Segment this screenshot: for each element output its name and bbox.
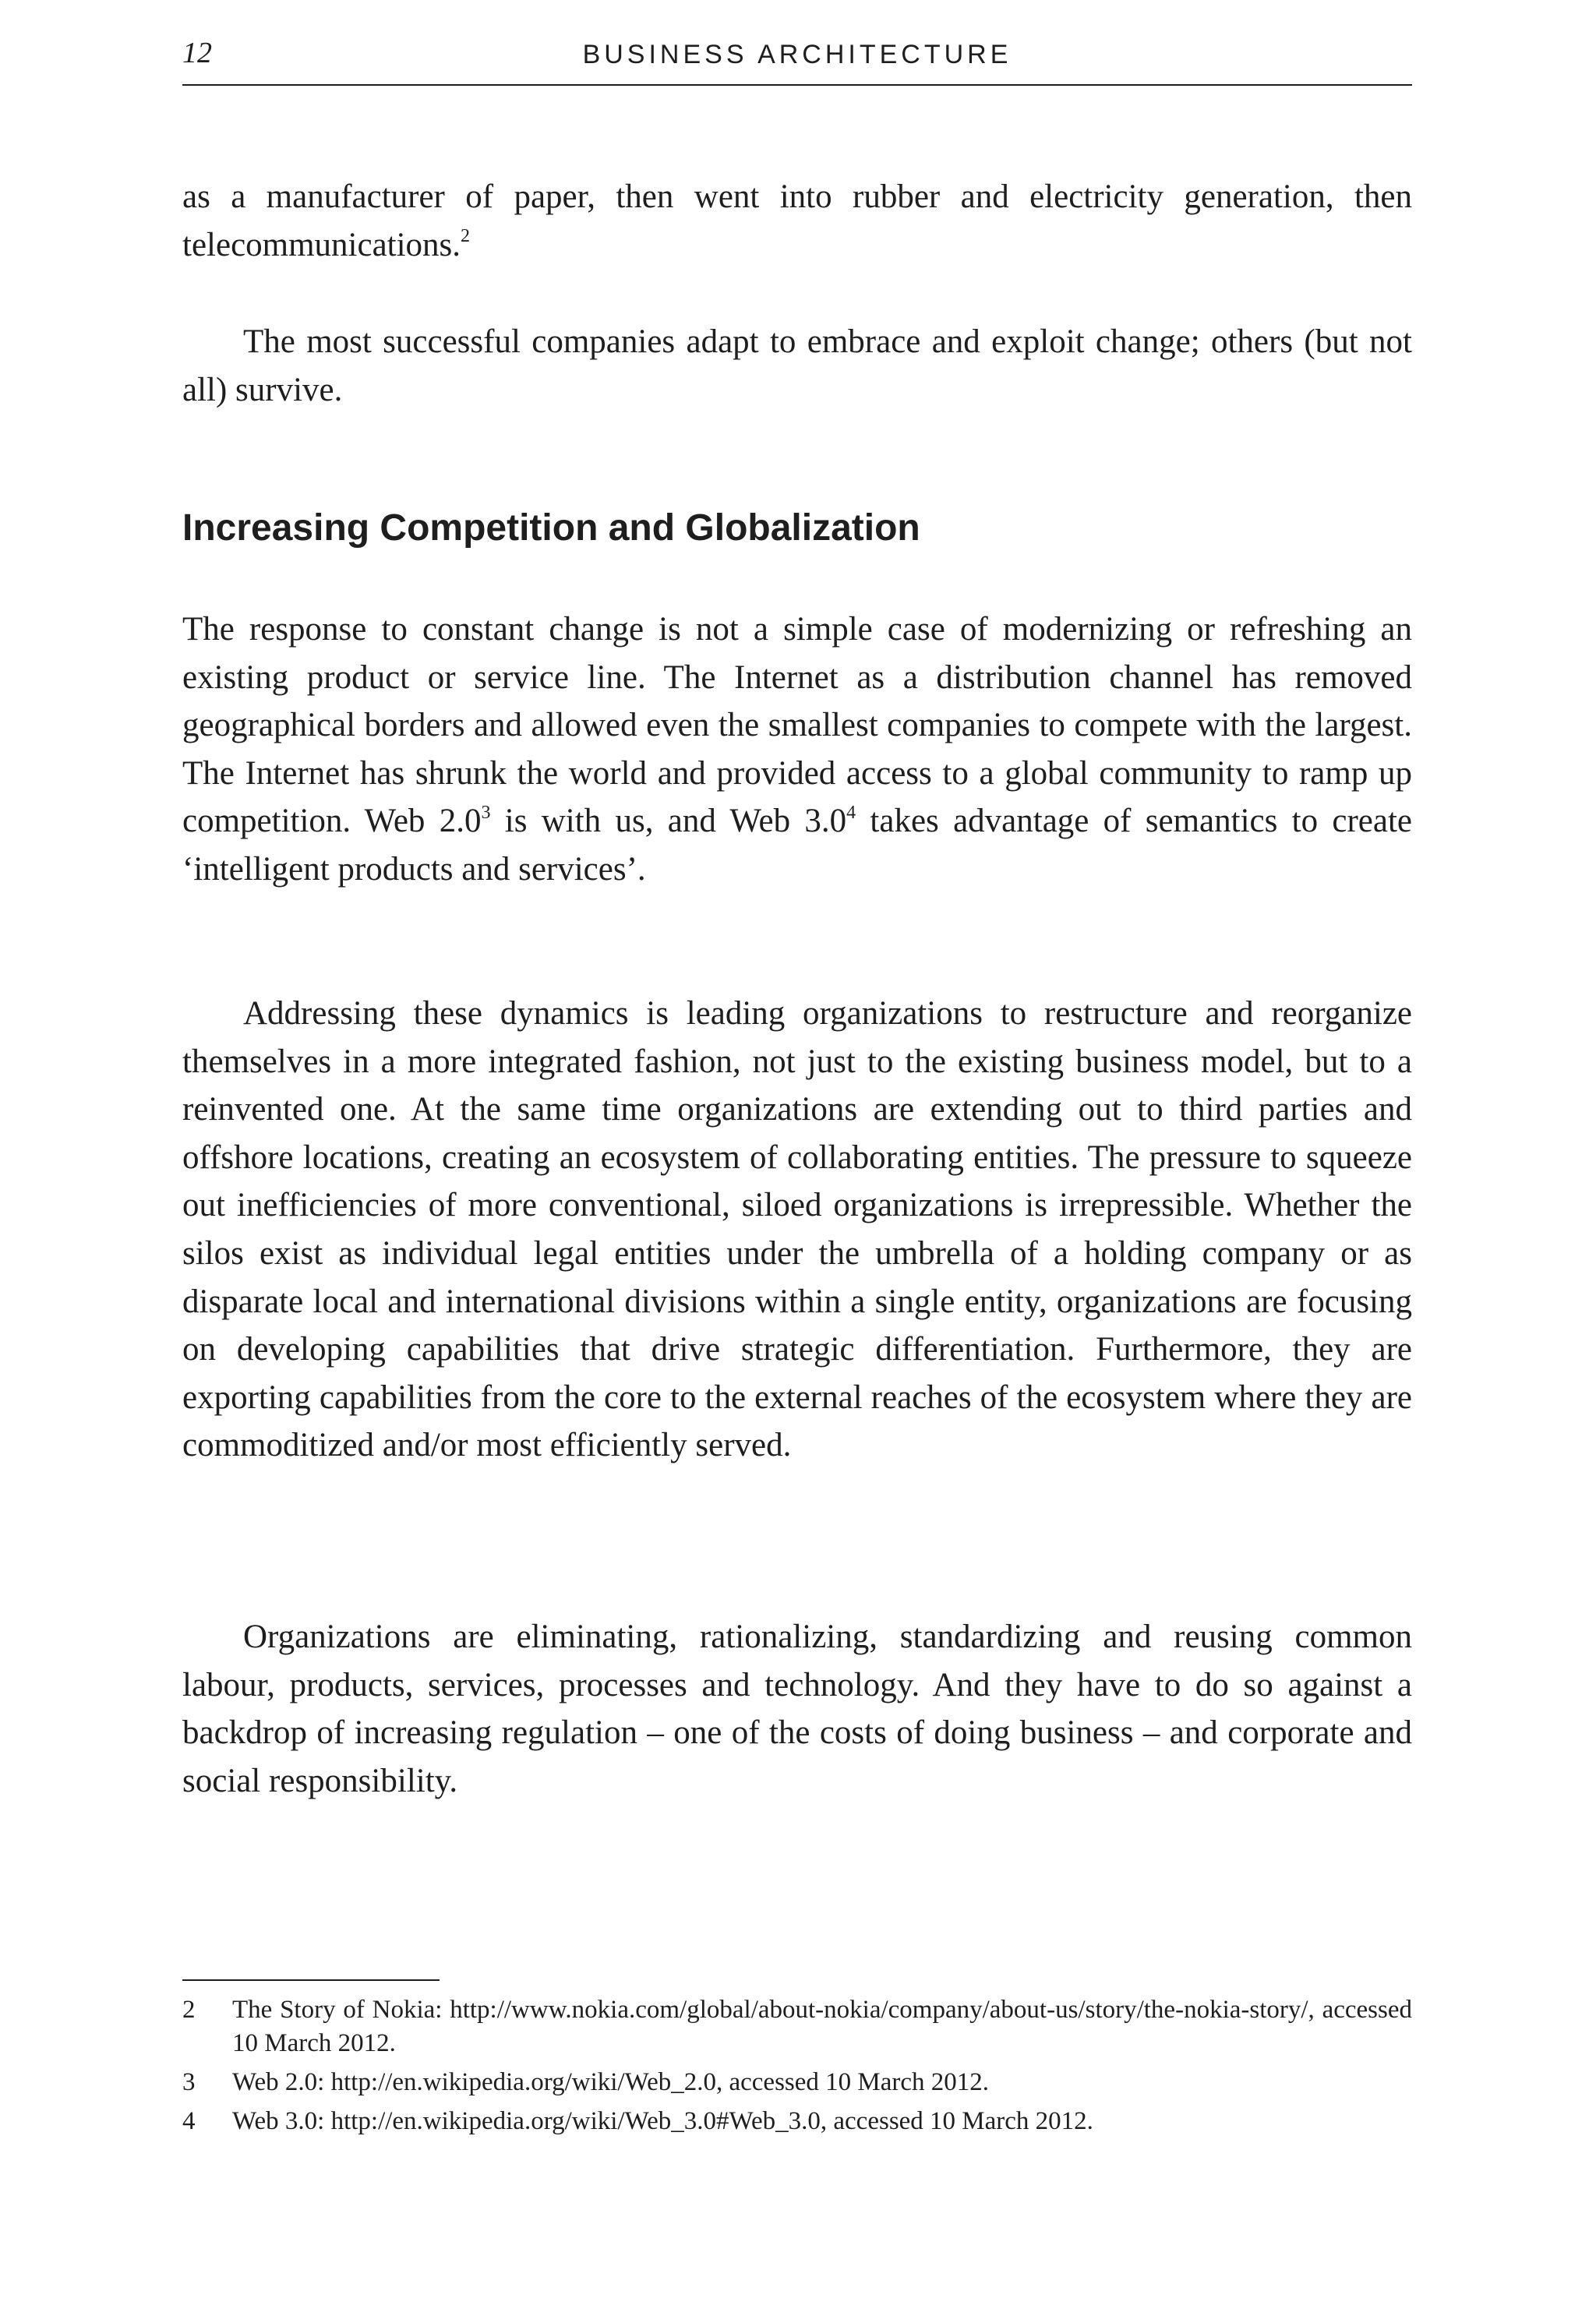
paragraph-text: is with us, and Web 3.0 bbox=[490, 803, 847, 840]
footnote bbox=[182, 1993, 1412, 2060]
footnote-text: Web 2.0: http://en.wikipedia.org/wiki/Web_2.0, accessed 10 March 2012. bbox=[232, 2068, 990, 2096]
paragraph-text: The response to constant change is not a simple case of modernizing or refreshing an existing product or service line. The Internet as a distribution channel has removed geographical borders and allowed even the smallest companies to compete with the largest. The Internet has shrunk the world and provided access to a global community to ramp up competition. Web 2.0 bbox=[182, 611, 1412, 840]
paragraph-text: The most successful companies adapt to embrace and exploit change; others (but not all) survive. bbox=[182, 323, 1412, 408]
running-head bbox=[182, 34, 1412, 86]
footnote-separator bbox=[182, 1979, 440, 1981]
paragraph bbox=[182, 990, 1412, 1470]
footnote bbox=[182, 2066, 1412, 2099]
paragraph-text: Addressing these dynamics is leading organizations to restructure and reorganize themselves in a more integrated fashion, not just to the existing business model, but to a reinvented one. At the same time organizations are extending out to third parties and offshore locations, creating an ecosystem of collaborating entities. The pressure to squeeze out inefficiencies of more conventional, siloed organizations is irrepressible. Whether the silos exist as individual legal entities under the umbrella of a holding company or as disparate local and international divisions within a single entity, organizations are focusing on developing capabilities that drive strategic differentiation. Furthermore, they are exporting capabilities from the core to the external reaches of the ecosystem where they are commoditized and/or most efficiently served. bbox=[182, 995, 1412, 1464]
footnote-text: The Story of Nokia: http://www.nokia.com/global/about-nokia/company/about-us/story/the-nokia-story/, accessed 10 March 2012. bbox=[232, 1996, 1412, 2057]
section-heading: Increasing Competition and Globalization bbox=[182, 507, 920, 549]
paragraph-text: Organizations are eliminating, rationalizing, standardizing and reusing common labour, products, services, processes and technology. And they have to do so against a backdrop of increasing regulation – one of the costs of doing business – and corporate and social responsibility. bbox=[182, 1619, 1412, 1799]
paragraph-continued bbox=[182, 173, 1412, 269]
paragraph bbox=[182, 605, 1412, 894]
footnote-number: 2 bbox=[182, 1996, 196, 2024]
footnote-reference: 3 bbox=[481, 803, 491, 824]
footnotes bbox=[182, 1993, 1412, 2144]
paragraph-text: as a manufacturer of paper, then went into rubber and electricity generation, then telecommunications. bbox=[182, 178, 1412, 263]
footnote-text: Web 3.0: http://en.wikipedia.org/wiki/Web_3.0#Web_3.0, accessed 10 March 2012. bbox=[232, 2107, 1093, 2135]
paragraph bbox=[182, 318, 1412, 414]
footnote bbox=[182, 2105, 1412, 2138]
page-number: 12 bbox=[182, 37, 212, 69]
footnote-number: 3 bbox=[182, 2068, 196, 2096]
paragraph-text: takes advantage of semantics to create ‘intelligent products and services’. bbox=[182, 803, 1412, 888]
footnote-reference: 4 bbox=[846, 803, 856, 824]
running-title: BUSINESS ARCHITECTURE bbox=[582, 40, 1012, 69]
footnote-reference: 2 bbox=[461, 226, 471, 247]
footnote-number: 4 bbox=[182, 2107, 196, 2135]
paragraph bbox=[182, 1613, 1412, 1805]
